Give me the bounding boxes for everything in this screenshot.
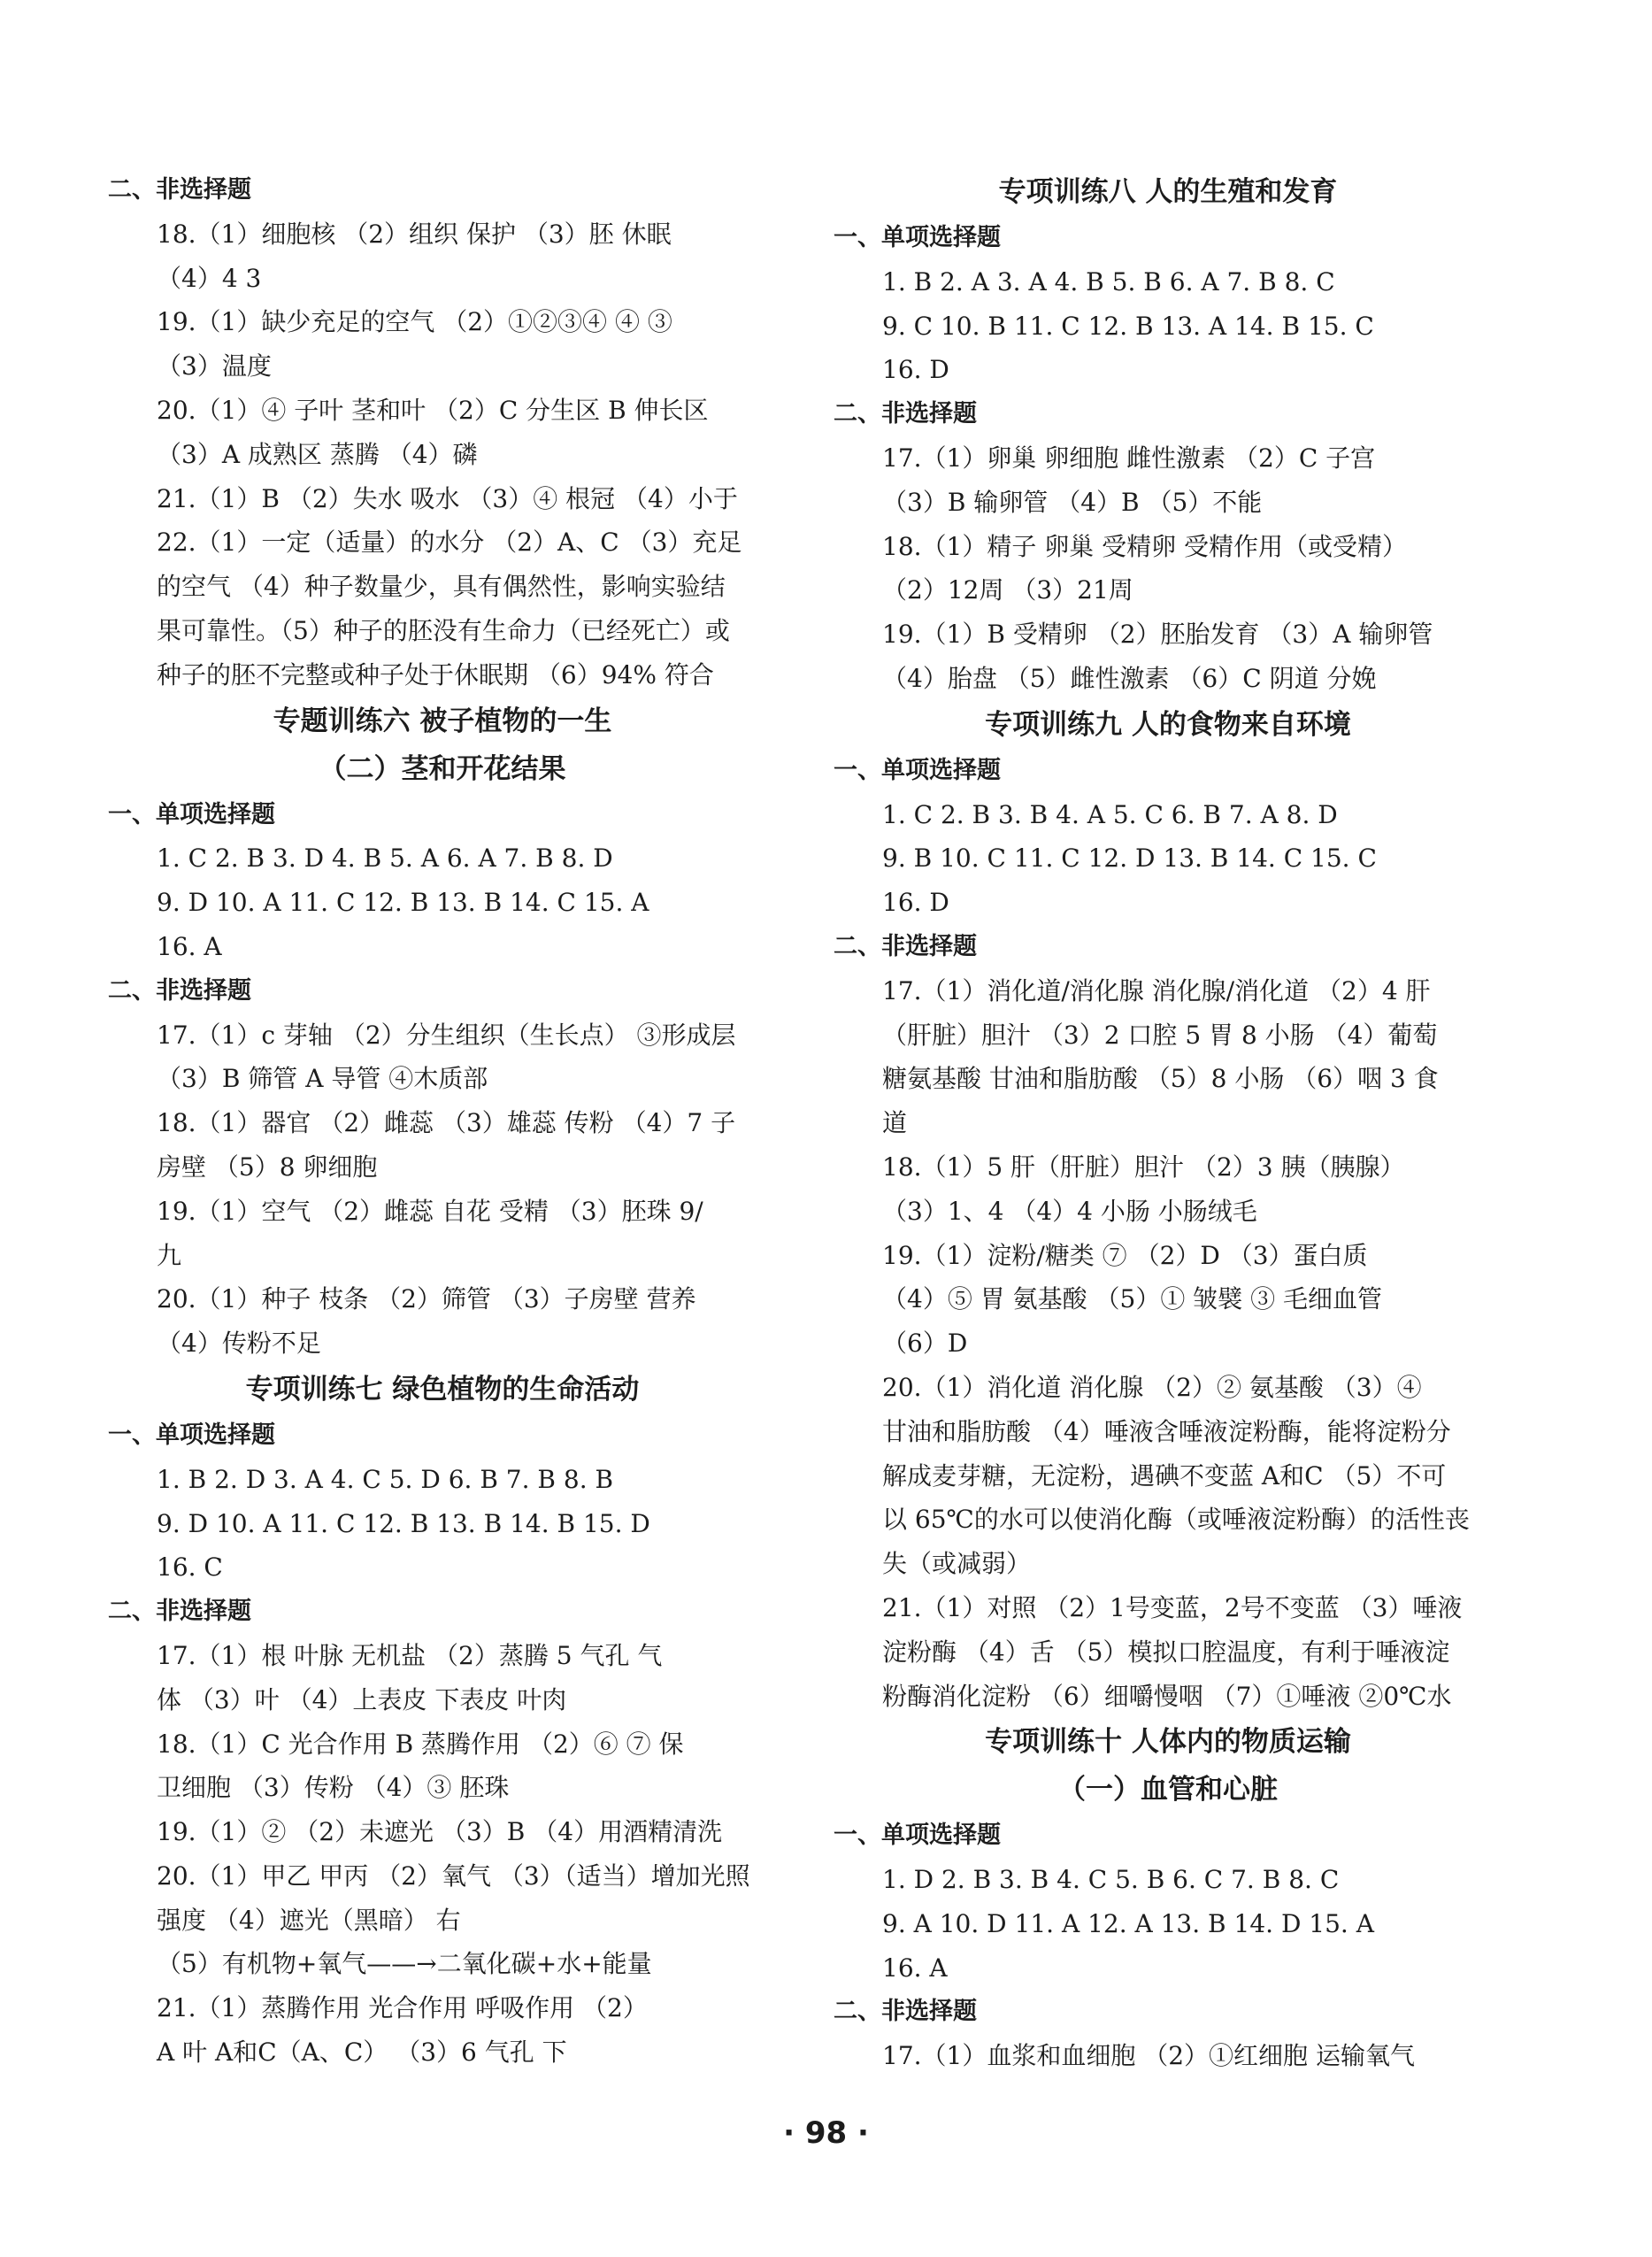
answer-line: 17.（1）卵巢 卵细胞 雌性激素 （2）C 子宫 (882, 443, 1376, 473)
question-type-heading: 一、单项选择题 (108, 800, 275, 828)
question-type-heading: 二、非选择题 (834, 1998, 977, 2026)
answer-continuation: 道 (882, 1108, 908, 1138)
answer-line: 18.（1）C 光合作用 B 蒸腾作用 （2）⑥ ⑦ 保 (157, 1729, 684, 1759)
question-type-heading: 二、非选择题 (108, 1598, 251, 1626)
question-type-heading: 二、非选择题 (108, 176, 251, 204)
answer-line: 1. C 2. B 3. B 4. A 5. C 6. B 7. A 8. D (882, 799, 1338, 829)
answer-continuation: （5）有机物+氧气——→二氧化碳+水+能量 (157, 1949, 652, 1979)
answer-continuation: 以 65℃的水可以使消化酶（或唾液淀粉酶）的活性丧 (882, 1505, 1470, 1535)
answer-continuation: （6）D (882, 1329, 968, 1359)
answer-continuation: 卫细胞 （3）传粉 （4）③ 胚珠 (157, 1773, 510, 1803)
answer-line: 17.（1）c 芽轴 （2）分生组织（生长点） ③形成层 (157, 1020, 736, 1050)
answer-line: 19.（1）B 受精卵 （2）胚胎发育 （3）A 输卵管 (882, 620, 1433, 650)
answer-continuation: 甘油和脂肪酸 （4）唾液含唾液淀粉酶，能将淀粉分 (882, 1416, 1451, 1446)
question-type-heading: 一、单项选择题 (108, 1421, 275, 1449)
section-title: 专项训练七 绿色植物的生命活动 (245, 1373, 640, 1406)
question-type-heading: 一、单项选择题 (834, 756, 1001, 784)
answer-line: 9. C 10. B 11. C 12. B 13. A 14. B 15. C (882, 311, 1374, 341)
answer-continuation: （3）B 输卵管 （4）B （5）不能 (882, 487, 1263, 517)
answer-continuation: （肝脏）胆汁 （3）2 口腔 5 胃 8 小肠 （4）葡萄 (882, 1020, 1438, 1050)
answer-line: 1. D 2. B 3. B 4. C 5. B 6. C 7. B 8. C (882, 1865, 1340, 1895)
answer-continuation: 糖氨基酸 甘油和脂肪酸 （5）8 小肠 （6）咽 3 食 (882, 1064, 1439, 1094)
answer-line: 17.（1）血浆和血细胞 （2）①红细胞 运输氧气 (882, 2041, 1415, 2071)
answer-line: 18.（1）精子 卵巢 受精卵 受精作用（或受精） (882, 531, 1408, 561)
page-number: · 98 · (783, 2115, 869, 2151)
answer-line: 17.（1）消化道/消化腺 消化腺/消化道 （2）4 肝 (882, 975, 1431, 1005)
answer-continuation: 种子的胚不完整或种子处于休眠期 （6）94% 符合 (157, 659, 714, 689)
section-title: （二）茎和开花结果 (319, 752, 566, 785)
answer-line: 9. D 10. A 11. C 12. B 13. B 14. C 15. A (157, 888, 649, 918)
answer-line: 1. B 2. D 3. A 4. C 5. D 6. B 7. B 8. B (157, 1464, 614, 1494)
answer-line: 16. D (882, 355, 949, 385)
answer-line: 20.（1）甲乙 甲丙 （2）氧气 （3）（适当）增加光照 (157, 1860, 750, 1891)
answer-continuation: 体 （3）叶 （4）上表皮 下表皮 叶肉 (157, 1684, 567, 1714)
answer-line: 9. B 10. C 11. C 12. D 13. B 14. C 15. C (882, 843, 1377, 874)
section-title: （一）血管和心脏 (1058, 1774, 1278, 1806)
answer-line: 16. C (157, 1552, 223, 1583)
answer-line: 18.（1）5 肝（肝脏）胆汁 （2）3 胰（胰腺） (882, 1152, 1405, 1182)
answer-continuation: 失（或减弱） (882, 1549, 1032, 1579)
question-type-heading: 二、非选择题 (834, 400, 977, 428)
section-title: 专项训练九 人的食物来自环境 (985, 708, 1351, 741)
answer-line: 21.（1）B （2）失水 吸水 （3）④ 根冠 （4）小于 (157, 483, 738, 513)
answer-line: 9. D 10. A 11. C 12. B 13. B 14. B 15. D (157, 1508, 650, 1538)
answer-line: 16. A (157, 931, 222, 961)
answer-line: 21.（1）蒸腾作用 光合作用 呼吸作用 （2） (157, 1993, 648, 2023)
answer-line: 20.（1）消化道 消化腺 （2）② 氨基酸 （3）④ (882, 1372, 1422, 1402)
question-type-heading: 二、非选择题 (108, 976, 251, 1005)
answer-continuation: 强度 （4）遮光（黑暗） 右 (157, 1905, 461, 1935)
section-title: 专项训练八 人的生殖和发育 (998, 176, 1338, 208)
answer-continuation: 淀粉酶 （4）舌 （5）模拟口腔温度，有利于唾液淀 (882, 1637, 1450, 1667)
question-type-heading: 一、单项选择题 (834, 1822, 1001, 1850)
question-type-heading: 一、单项选择题 (834, 224, 1001, 251)
answer-line: 17.（1）根 叶脉 无机盐 （2）蒸腾 5 气孔 气 (157, 1640, 663, 1670)
answer-continuation: 果可靠性。（5）种子的胚没有生命力（已经死亡）或 (157, 615, 730, 645)
section-title: 专题训练六 被子植物的一生 (273, 705, 612, 737)
answer-continuation: （3）温度 (157, 351, 272, 381)
answer-line: 20.（1）④ 子叶 茎和叶 （2）C 分生区 B 伸长区 (157, 395, 709, 425)
answer-continuation: （3）A 成熟区 蒸腾 （4）磷 (157, 439, 478, 469)
answer-continuation: （4）传粉不足 (157, 1329, 321, 1359)
answer-line: 19.（1）缺少充足的空气 （2）①②③④ ④ ③ (157, 307, 672, 337)
answer-continuation: （4）胎盘 （5）雌性激素 （6）C 阴道 分娩 (882, 663, 1377, 693)
answer-continuation: 解成麦芽糖，无淀粉，遇碘不变蓝 A和C （5）不可 (882, 1460, 1447, 1491)
answer-continuation: （4）4 3 (157, 263, 262, 293)
right-column (832, 168, 1504, 2078)
answer-continuation: 的空气 （4）种子数量少，具有偶然性，影响实验结 (157, 572, 726, 602)
answer-continuation: 九 (157, 1240, 182, 1270)
answer-continuation: （4）⑤ 胃 氨基酸 （5）① 皱襞 ③ 毛细血管 (882, 1284, 1383, 1314)
answer-continuation: （2）12周 （3）21周 (882, 575, 1133, 605)
section-title: 专项训练十 人体内的物质运输 (985, 1726, 1351, 1759)
question-type-heading: 二、非选择题 (834, 932, 977, 960)
answer-line: 9. A 10. D 11. A 12. A 13. B 14. D 15. A (882, 1908, 1374, 1938)
answer-line: 1. C 2. B 3. D 4. B 5. A 6. A 7. B 8. D (157, 843, 613, 874)
answer-line: 22.（1）一定（适量）的水分 （2）A、C （3）充足 (157, 528, 742, 558)
answer-line: 19.（1）② （2）未遮光 （3）B （4）用酒精清洗 (157, 1817, 723, 1847)
answer-continuation: （3）B 筛管 A 导管 ④木质部 (157, 1064, 488, 1094)
answer-line: 18.（1）细胞核 （2）组织 保护 （3）胚 休眠 (157, 219, 672, 249)
answer-continuation: 粉酶消化淀粉 （6）细嚼慢咽 （7）①唾液 ②0℃水 (882, 1681, 1452, 1711)
answer-line: 1. B 2. A 3. A 4. B 5. B 6. A 7. B 8. C (882, 266, 1335, 297)
answer-line: 18.（1）器官 （2）雌蕊 （3）雄蕊 传粉 （4）7 子 (157, 1108, 736, 1138)
left-column (106, 168, 779, 2075)
answer-line: 16. A (882, 1953, 948, 1983)
answer-line: 20.（1）种子 枝条 （2）筛管 （3）子房壁 营养 (157, 1284, 696, 1314)
answer-continuation: （3）1、4 （4）4 小肠 小肠绒毛 (882, 1196, 1257, 1226)
answer-line: 21.（1）对照 （2）1号变蓝，2号不变蓝 （3）唾液 (882, 1592, 1463, 1622)
answer-line: 19.（1）空气 （2）雌蕊 自花 受精 （3）胚珠 9/ (157, 1196, 703, 1226)
answer-line: 19.（1）淀粉/糖类 ⑦ （2）D （3）蛋白质 (882, 1240, 1368, 1270)
answer-line: 16. D (882, 888, 949, 918)
answer-continuation: 房壁 （5）8 卵细胞 (157, 1152, 378, 1182)
answer-continuation: A 叶 A和C（A、C） （3）6 气孔 下 (157, 2037, 567, 2068)
